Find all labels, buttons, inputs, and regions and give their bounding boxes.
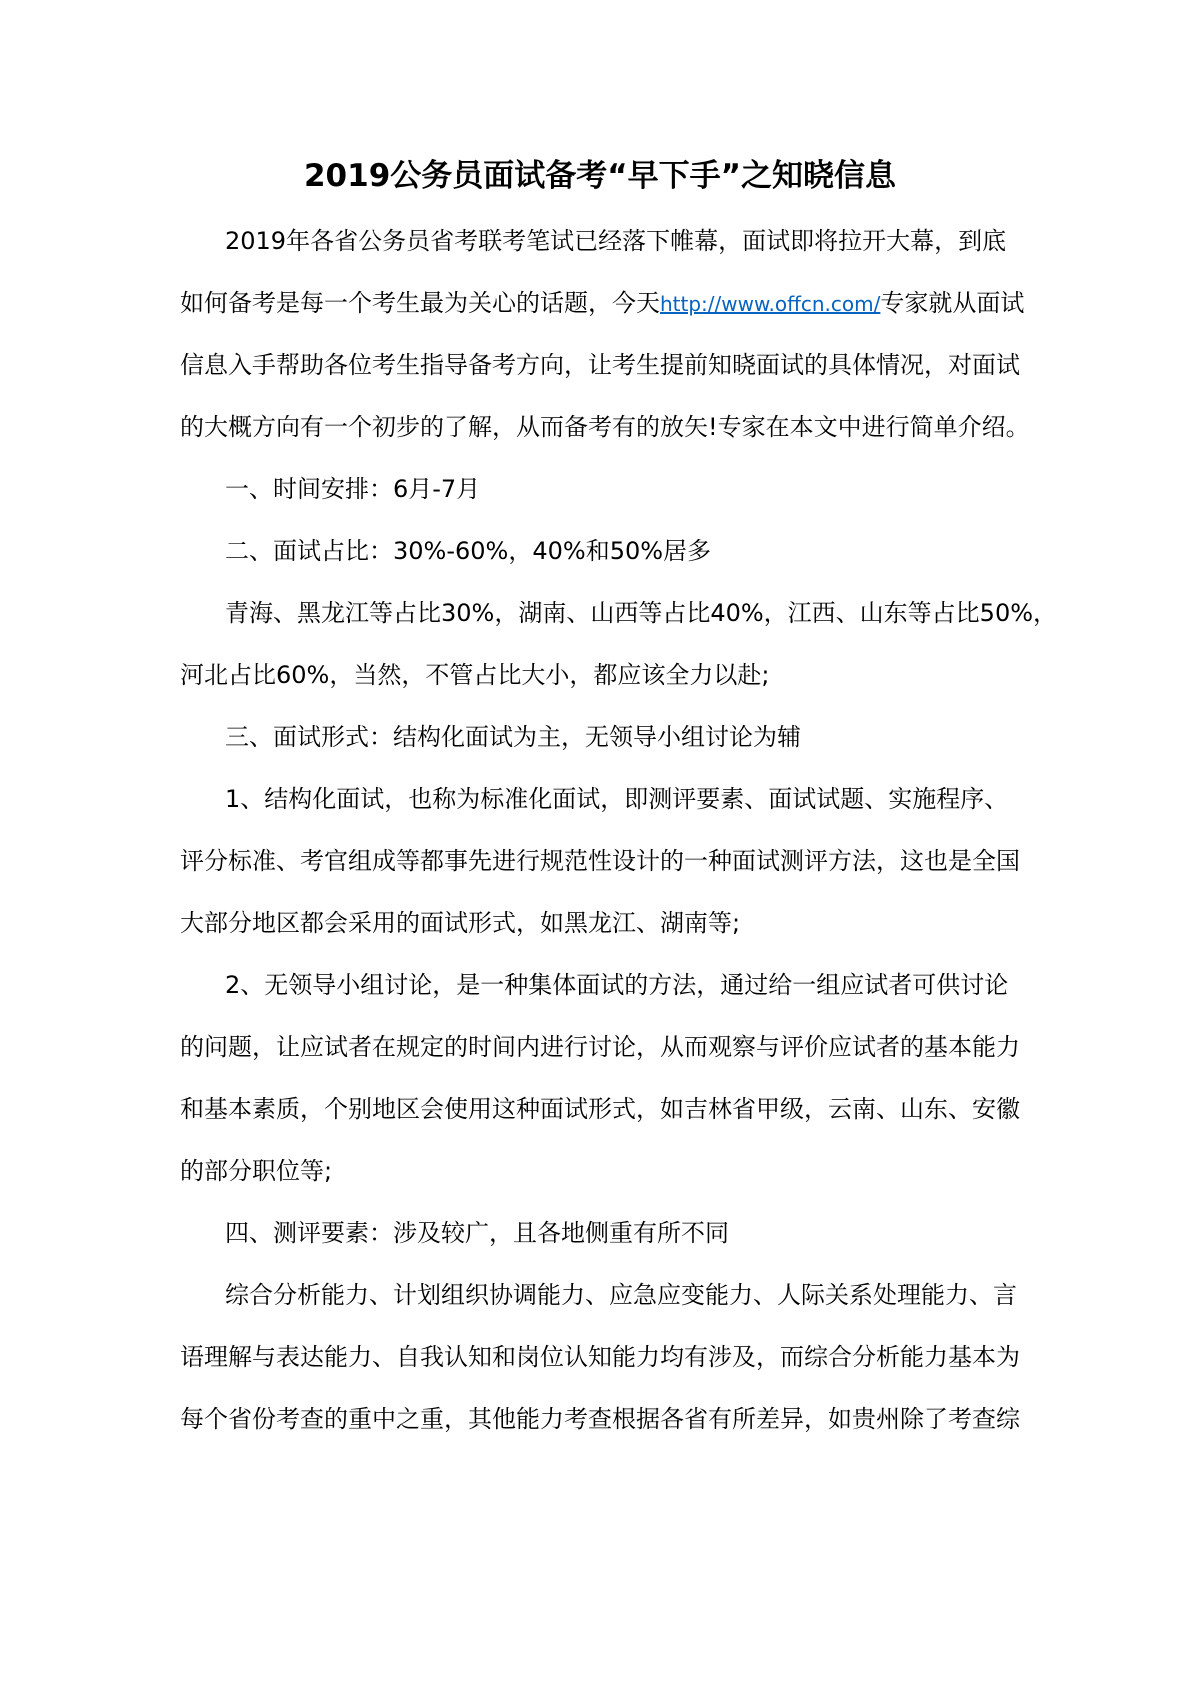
section-heading-elements: 四、测评要素：涉及较广，且各地侧重有所不同 bbox=[225, 1219, 729, 1247]
paragraph-line: 河北占比60%，当然，不管占比大小，都应该全力以赴; bbox=[180, 661, 770, 689]
paragraph-line: 的部分职位等; bbox=[180, 1157, 333, 1185]
paragraph-line: 2019年各省公务员省考联考笔试已经落下帷幕，面试即将拉开大幕，到底 bbox=[225, 227, 1007, 255]
paragraph-line: 每个省份考查的重中之重，其他能力考查根据各省有所差异，如贵州除了考查综 bbox=[180, 1405, 1020, 1433]
paragraph-line: 和基本素质，个别地区会使用这种面试形式，如吉林省甲级，云南、山东、安徽 bbox=[180, 1095, 1020, 1123]
section-heading-time: 一、时间安排：6月-7月 bbox=[225, 475, 481, 503]
paragraph-line: 2、无领导小组讨论，是一种集体面试的方法，通过给一组应试者可供讨论 bbox=[225, 971, 1009, 999]
section-heading-format: 三、面试形式：结构化面试为主，无领导小组讨论为辅 bbox=[225, 723, 801, 751]
paragraph-line: 评分标准、考官组成等都事先进行规范性设计的一种面试测评方法，这也是全国 bbox=[180, 847, 1020, 875]
paragraph-line-with-link bbox=[180, 284, 1025, 323]
paragraph-line: 的问题，让应试者在规定的时间内进行讨论，从而观察与评价应试者的基本能力 bbox=[180, 1033, 1020, 1061]
paragraph-line: 的大概方向有一个初步的了解，从而备考有的放矢!专家在本文中进行简单介绍。 bbox=[180, 413, 1030, 441]
paragraph-line: 1、结构化面试，也称为标准化面试，即测评要素、面试试题、实施程序、 bbox=[225, 785, 1009, 813]
paragraph-line: 语理解与表达能力、自我认知和岗位认知能力均有涉及，而综合分析能力基本为 bbox=[180, 1343, 1020, 1371]
offcn-link[interactable]: http://www.offcn.com/ bbox=[660, 292, 881, 316]
paragraph-line: 信息入手帮助各位考生指导备考方向，让考生提前知晓面试的具体情况，对面试 bbox=[180, 351, 1020, 379]
paragraph-line-text: 专家就从面试 bbox=[880, 289, 1025, 317]
paragraph-line: 大部分地区都会采用的面试形式，如黑龙江、湖南等; bbox=[180, 909, 741, 937]
paragraph-line-text: 如何备考是每一个考生最为关心的话题，今天 bbox=[180, 289, 660, 317]
paragraph-line: 青海、黑龙江等占比30%，湖南、山西等占比40%，江西、山东等占比50%， bbox=[225, 599, 1058, 627]
section-heading-ratio: 二、面试占比：30%-60%，40%和50%居多 bbox=[225, 537, 712, 565]
paragraph-line: 综合分析能力、计划组织协调能力、应急应变能力、人际关系处理能力、言 bbox=[225, 1281, 1017, 1309]
document-title: 2019公务员面试备考“早下手”之知晓信息 bbox=[303, 158, 897, 194]
